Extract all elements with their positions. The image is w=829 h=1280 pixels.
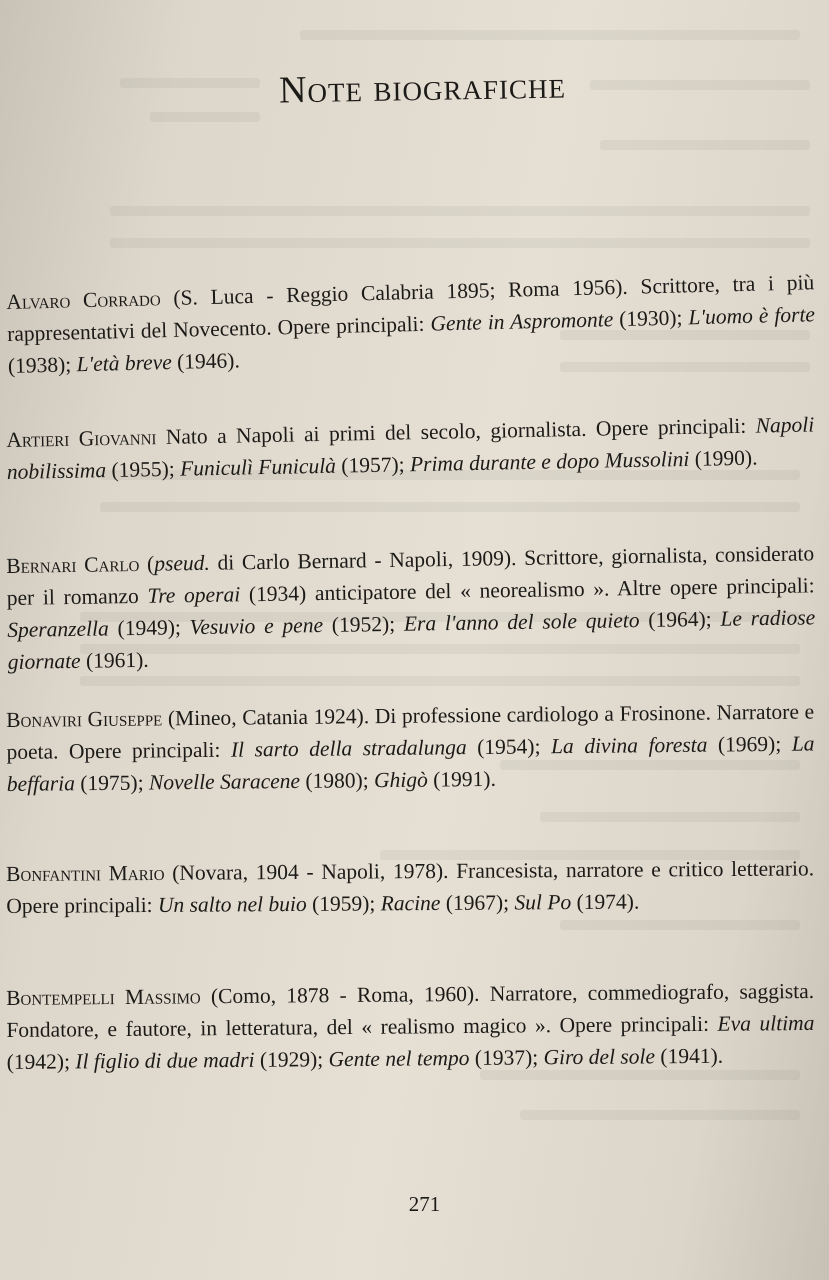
author-name: Artieri — [6, 426, 70, 452]
author-firstname: Massimo — [124, 983, 201, 1009]
entry-text: Nato a Napoli ai primi del secolo, giornalista. Opere principali: — [156, 413, 756, 449]
author-name: Bontempelli — [6, 984, 115, 1010]
work-title: Vesuvio e pene — [189, 612, 324, 639]
author-name: Alvaro — [6, 287, 71, 314]
entry-text: (1942); — [6, 1048, 76, 1074]
entry-text: (1930); — [612, 304, 689, 331]
biography-entry — [6, 974, 815, 1077]
entry-text: (1967); — [440, 889, 515, 915]
work-title: La beffaria — [6, 731, 815, 796]
page-number: 271 — [408, 1192, 441, 1216]
biography-entry — [6, 537, 816, 678]
work-title: Sul Po — [514, 889, 572, 914]
entry-text: (Como, 1878 - Roma, 1960). Narratore, commediografo, saggista. Fondatore, e fautore, in letteratura, del « realismo magico ». Opere principali: — [6, 978, 815, 1042]
work-title: L'uomo è forte — [688, 301, 816, 329]
entry-text: (S. Luca - Reggio Calabria 1895; Roma 1956). Scrittore, tra i più rappresentativi del Novecento. Opere principali: — [6, 269, 815, 346]
author-firstname: Mario — [108, 860, 165, 885]
page-title: Note biografiche — [278, 64, 567, 112]
work-title: Eva ultima — [717, 1010, 815, 1036]
work-title: Un salto nel buio — [157, 891, 307, 917]
work-title: Funiculì Funiculà — [179, 453, 337, 481]
author-firstname: Giuseppe — [87, 705, 163, 731]
work-title: Era l'anno del sole quieto — [403, 607, 640, 636]
work-title: L'età breve — [76, 349, 173, 376]
entry-text: (1991). — [427, 766, 496, 792]
entry-text: (1949); — [108, 614, 190, 640]
work-title: Prima durante e dopo Mussolini — [409, 446, 690, 476]
author-firstname: Giovanni — [78, 424, 157, 451]
work-title: Ghigò — [373, 767, 428, 792]
entry-text: (Mineo, Catania 1924). Di professione cardiologo a Frosinone. Narratore e poeta. Opere principali: — [6, 699, 815, 764]
entry-text: ( — [139, 551, 155, 576]
work-title: Napoli nobilissima — [6, 411, 815, 484]
work-title: Le radiose giornate — [7, 604, 816, 674]
work-title: Racine — [380, 890, 441, 915]
biography-entry — [6, 408, 815, 487]
biography-entry — [6, 852, 814, 922]
entry-text: (1980); — [299, 767, 375, 793]
entry-text: (1975); — [74, 770, 150, 795]
entry-text: (1929); — [254, 1046, 329, 1072]
entry-text: (1964); — [639, 606, 721, 632]
entry-text: (1959); — [306, 890, 381, 916]
entry-text: (1961). — [80, 647, 149, 673]
entry-text: (1957); — [335, 451, 411, 478]
entry-text: (1954); — [466, 733, 552, 759]
entry-text: (1952); — [322, 611, 405, 637]
author-name: Bonaviri — [6, 706, 83, 732]
entry-text: (1955); — [105, 456, 181, 482]
author-name: Bernari — [6, 552, 77, 578]
work-title: Tre operai — [147, 581, 241, 608]
entry-text: (1946). — [171, 347, 241, 374]
entry-text: (1974). — [571, 889, 640, 914]
author-firstname: Corrado — [82, 285, 161, 312]
work-title: Il sarto della stradalunga — [230, 734, 467, 762]
entry-text: (1941). — [654, 1043, 724, 1068]
work-title: Il figlio di due madri — [75, 1047, 255, 1073]
entry-text: (1938); — [7, 351, 77, 378]
entry-text: (1969); — [707, 731, 792, 757]
author-firstname: Carlo — [83, 551, 140, 577]
author-name: Bonfantini — [6, 860, 102, 886]
work-title: Speranzella — [7, 615, 109, 642]
entry-text: (1934) anticipatore del « neorealismo ». Altre opere principali: — [240, 572, 815, 606]
work-title: Gente nel tempo — [328, 1045, 470, 1071]
work-title: pseud. — [154, 550, 210, 576]
entry-text: (Novara, 1904 - Napoli, 1978). Francesista, narratore e critico letterario. Opere principali: — [6, 855, 815, 918]
biography-entry — [6, 266, 816, 382]
work-title: Novelle Saracene — [148, 768, 301, 795]
work-title: Gente in Aspromonte — [430, 306, 614, 336]
entry-text: (1990). — [689, 445, 758, 471]
biography-entry — [6, 695, 815, 799]
work-title: Giro del sole — [543, 1043, 656, 1069]
work-title: La divina foresta — [550, 732, 708, 758]
entry-text: (1937); — [469, 1044, 544, 1070]
entry-text: di Carlo Bernard - Napoli, 1909). Scrittore, giornalista, considerato per il romanzo — [6, 540, 815, 610]
